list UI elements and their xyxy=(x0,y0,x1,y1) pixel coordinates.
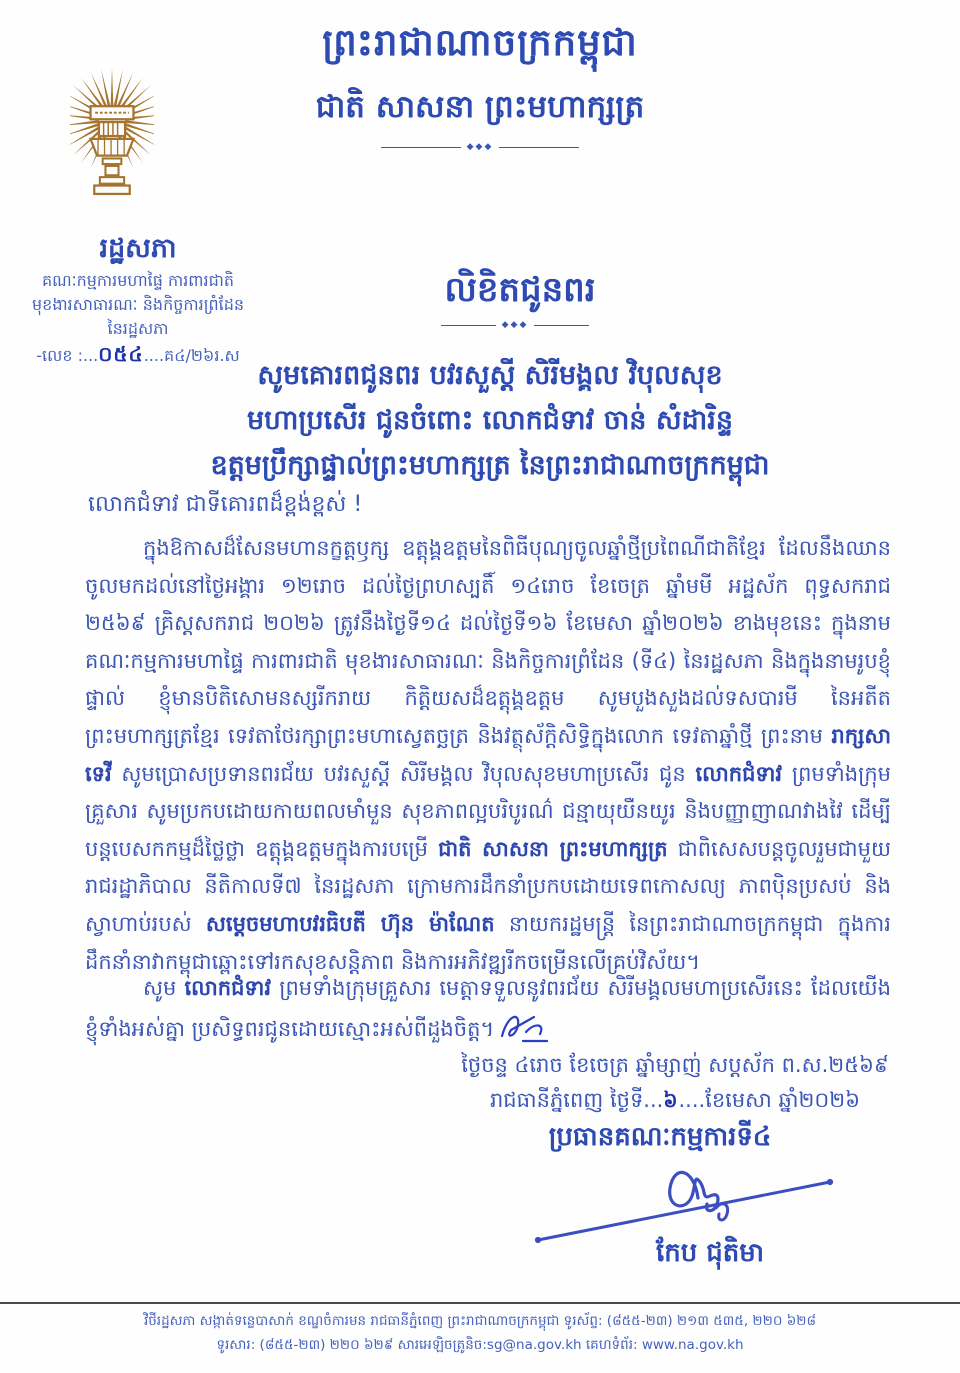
place-date-suffix: ....ខែមេសា ឆ្នាំ២០២៦ xyxy=(678,1088,861,1112)
honorific-address xyxy=(80,353,900,488)
salutation: លោកជំទាវ ជាទីគោរពដ៏ខ្ពង់ខ្ពស់ ! xyxy=(88,492,363,517)
lunar-date-line: ថ្ងៃចន្ទ ៤រោច ខែចេត្រ ឆ្នាំម្សាញ់ សប្តស័ក ព.ស.២៥៦៩ xyxy=(461,1053,889,1077)
header-divider-ornament: ◆◆◆ xyxy=(466,142,494,152)
title-divider xyxy=(405,320,625,330)
national-motto-inline: ជាតិ សាសនា ព្រះមហាក្សត្រ xyxy=(438,836,668,861)
address-line1: សូមគោរពជូនពរ បវរសួស្ដី សិរីមង្គល វិបុលសុខ xyxy=(257,360,723,391)
signer-name: កែប ជុតិមា xyxy=(655,1238,765,1268)
prime-minister-name: សម្ដេចមហាបវរធិបតី ហ៊ុន ម៉ាណែត xyxy=(205,911,495,936)
kingdom-motto: ជាតិ សាសនា ព្រះមហាក្សត្រ xyxy=(315,89,645,125)
footer-address-line: វិថីរដ្ឋសភា សង្កាត់ទន្លេបាសាក់ ខណ្ឌចំការមន រាជធានីភ្នំពេញ ព្រះរាជាណាចក្រកម្ពុជា ទូរស័ព្ទ: (៨៥៥-២៣) ២១៣ ៥៣៥, ២២០ ៦២៨ xyxy=(143,1313,817,1329)
title-divider-ornament: ◆◆◆ xyxy=(501,320,529,330)
p1-text: ជាពិសេសបន្តចូលរួមជាមួយរាជរដ្ឋាភិបាល នីតិកាលទី៧ នៃរដ្ឋសភា ក្រោមការដឹកនាំប្រកបដោយទេពកោសល្យ ភាពប៉ិនប្រសប់ និងស្វាហាប់របស់ xyxy=(85,836,891,936)
p1-text: នាយករដ្ឋមន្ត្រី នៃព្រះរាជាណាចក្រកម្ពុជា ក្នុងការដឹកនាំនាវាកម្ពុជាឆ្ពោះទៅរកសុខសន្តិភាព និងការអភិវឌ្ឍរីកចម្រើនលើគ្រប់វិស័យ។ xyxy=(85,911,891,974)
body-paragraph-1 xyxy=(85,530,891,981)
recipient-honorific: លោកជំទាវ xyxy=(184,976,272,1000)
place-date-prefix: រាជធានីភ្នំពេញ ថ្ងៃទី... xyxy=(489,1088,664,1112)
institution-name: រដ្ឋសភា xyxy=(99,233,177,264)
address-line2: មហាប្រសើរ ជូនចំពោះ លោកជំទាវ ចាន់ សំដារិន្ទ xyxy=(247,405,733,436)
reference-number-handwritten: ០៥៤ xyxy=(98,342,144,366)
p1-text: ក្នុងឱកាសដ៏សែនមហានក្ខត្តឫក្ស ឧត្តុង្គឧត្តមនៃពិធីបុណ្យចូលឆ្នាំថ្មីប្រពៃណីជាតិខ្មែរ ដែលនឹងឈានចូលមកដល់នៅថ្ងៃអង្គារ ១២រោច ដល់ថ្ងៃព្រហស្បតិ៍ ១៤រោច ខែចេត្រ ឆ្នាំមមី អដ្ឋស័ក ពុទ្ធសករាជ ២៥៦៩ គ្រិស្ដសករាជ ២០២៦ ត្រូវនឹងថ្ងៃទី១៤ ដល់ថ្ងៃទី១៦ ខែមេសា ឆ្នាំ២០២៦ ខាងមុខនេះ ក្នុងនាមគណៈកម្មការមហាផ្ទៃ ការពារជាតិ មុខងារសាធារណៈ និងកិច្ចការព្រំដែន (ទី៤) នៃរដ្ឋសភា និងក្នុងនាមរូបខ្ញុំផ្ទាល់ ខ្ញុំមានបិតិសោមនស្សរីករាយ កិត្តិយសដ៏ឧត្តុង្គឧត្តម សូមបួងសួងដល់ទសបារមី នៃអតីតព្រះមហាក្សត្រខ្មែរ ទេវតាថែរក្សាព្រះមហាស្វេតច្ឆត្រ និងវត្ថុស័ក្ដិសិទ្ធិក្នុងលោក ទេវតាឆ្នាំថ្មី ព្រះនាម xyxy=(85,536,891,748)
recipient-honorific: លោកជំទាវ xyxy=(695,761,783,786)
p2-text: ព្រមទាំងក្រុមគ្រួសារ មេត្តាទទួលនូវពរជ័យ សិរីមង្គលមហាប្រសើរនេះ ដែលយើងខ្ញុំទាំងអស់គ្នា ប្រសិទ្ធពរជូនដោយស្មោះអស់ពីដួងចិត្ត។ xyxy=(85,976,891,1041)
footer-divider-rule xyxy=(0,1302,960,1304)
p1-text: ព្រមទាំងក្រុមគ្រួសារ សូមប្រកបដោយកាយពលមាំមួន សុខភាពល្អបរិបូរណ៌ ជន្មាយុយឺនយូរ និងបញ្ញាញាណវាងវៃ ដើម្បីបន្តបេសកកម្មដ៏ថ្លៃថ្លា ឧត្តុង្គឧត្តមក្នុងការបម្រើ xyxy=(85,761,891,861)
signer-title: ប្រធានគណៈកម្មការទី៤ xyxy=(548,1122,772,1152)
commission-name-line2: មុខងារសាធារណៈ និងកិច្ចការព្រំដែន xyxy=(32,295,244,314)
commission-name-line3: នៃរដ្ឋសភា xyxy=(107,319,169,338)
national-assembly-emblem-icon xyxy=(70,60,154,214)
body-paragraph-2 xyxy=(85,970,891,1048)
kingdom-title: ព្រះរាជាណាចក្រកម្ពុជា xyxy=(322,21,638,64)
handwritten-paraph xyxy=(496,1008,552,1046)
signature xyxy=(530,1150,850,1250)
document-title: លិខិតជូនពរ xyxy=(444,270,596,310)
footer-contact-line: ទូរសារ: (៨៥៥-២៣) ២២០ ៦២៩ សារអេឡិចត្រូនិច:sg@na.gov.kh គេហទំព័រ: www.na.gov.kh xyxy=(216,1337,744,1353)
reference-number-suffix: ....គ៤/២៦រ.ស xyxy=(143,346,240,365)
p2-text: សូម xyxy=(143,976,185,1000)
p1-text: សូមប្រោសប្រទានពរជ័យ បវរសួស្ដី សិរីមង្គល វិបុលសុខមហាប្រសើរ ជូន xyxy=(111,761,696,786)
address-line3: ឧត្តមប្រឹក្សាផ្ទាល់ព្រះមហាក្សត្រ នៃព្រះរាជាណាចក្រកម្ពុជា xyxy=(210,450,770,481)
place-date-line xyxy=(440,1087,910,1118)
day-number-handwritten: ៦ xyxy=(663,1088,679,1112)
reference-number-prefix: -លេខ :... xyxy=(36,346,99,365)
commission-name-line1: គណៈកម្មការមហាផ្ទៃ ការពារជាតិ xyxy=(42,271,234,290)
new-year-angel-name: រាក្សសាទេវី xyxy=(85,723,891,786)
